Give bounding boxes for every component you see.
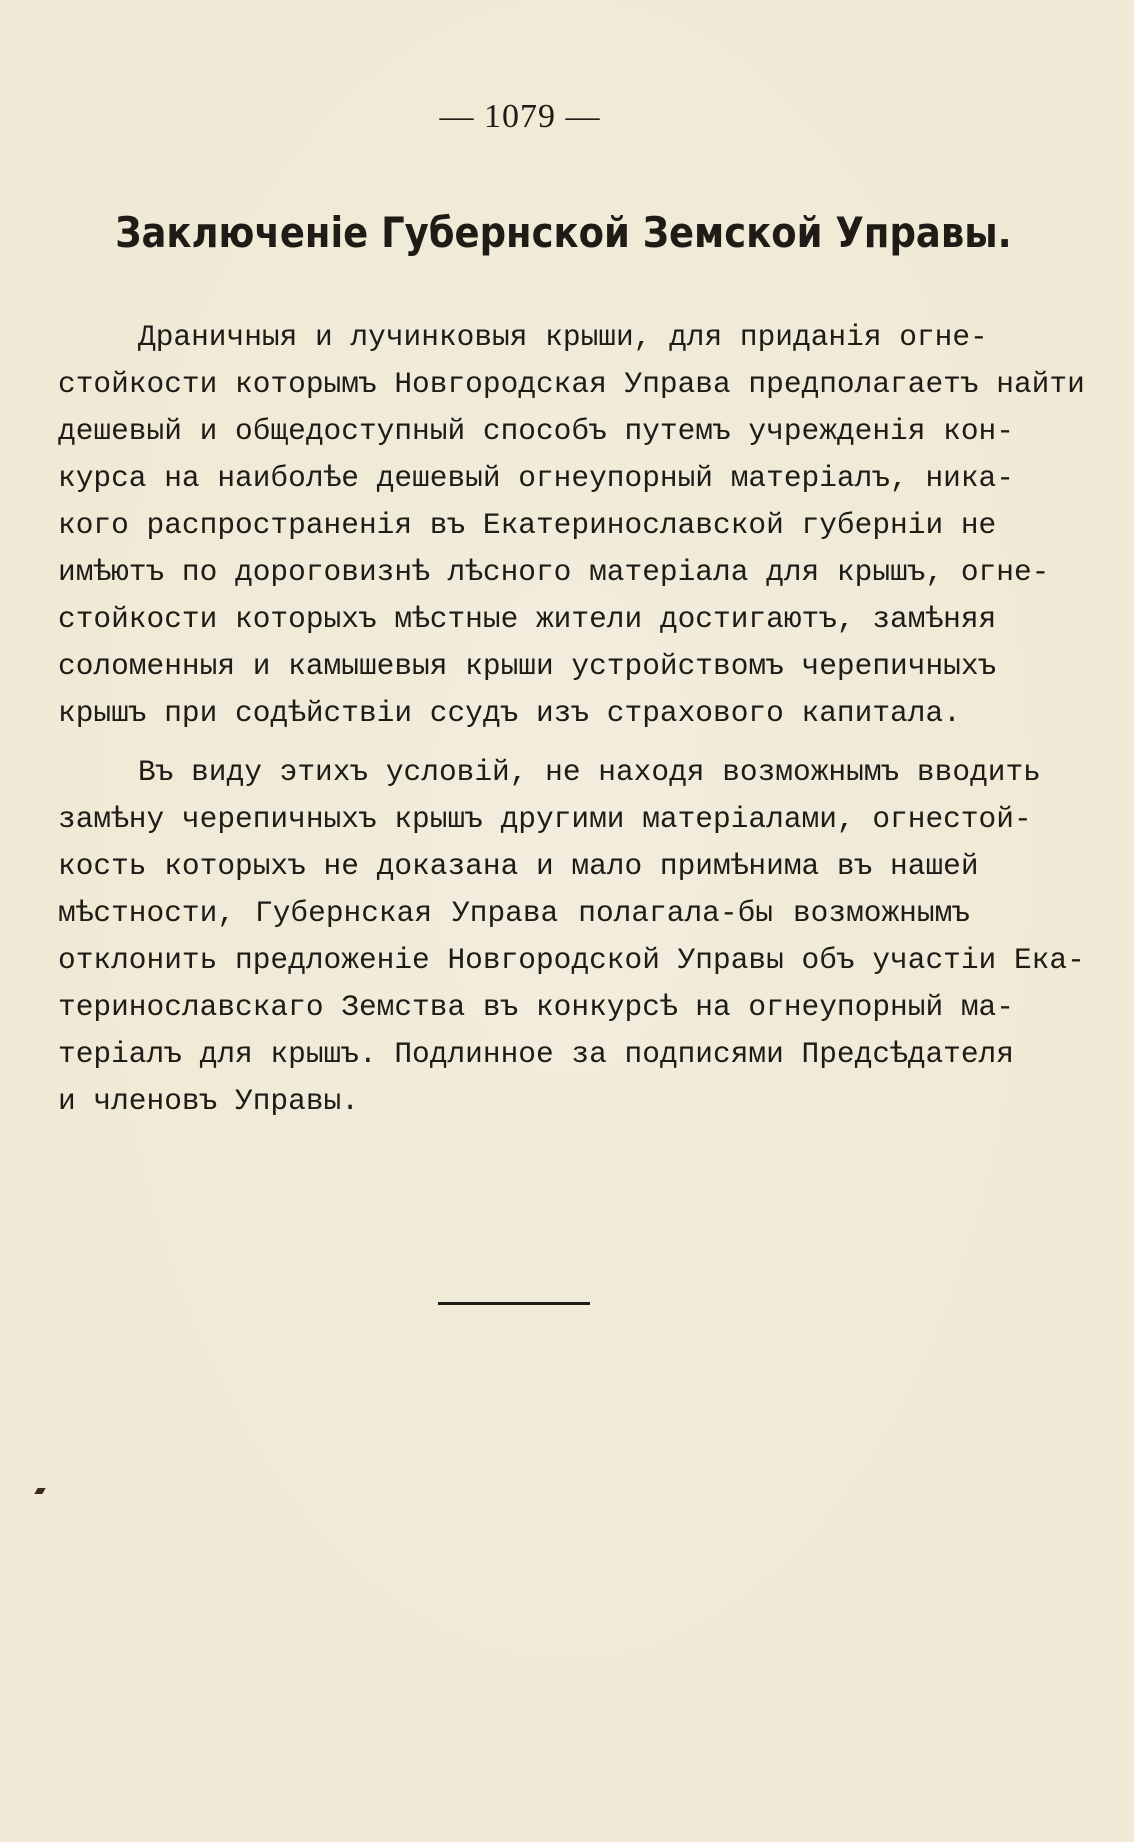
text-line: теріалъ для крышъ. Подлинное за подписями Предсѣдателя <box>58 1037 1014 1071</box>
text-line: теринославскаго Земства въ конкурсѣ на огнеупорный ма- <box>58 990 1014 1024</box>
text-line: кого распространенія въ Екатеринославской губерніи не <box>58 508 997 542</box>
text-line: стойкости которымъ Новгородская Управа предполагаетъ найти <box>58 367 1085 401</box>
text-line: и членовъ Управы. <box>58 1084 359 1118</box>
text-line: отклонить предложеніе Новгородской Управы объ участіи Ека- <box>58 943 1085 977</box>
text-line: кость которыхъ не доказана и мало примѣнима въ нашей <box>58 849 979 883</box>
text-line: замѣну черепичныхъ крышъ другими матеріалами, огнестой- <box>58 802 1032 836</box>
text-line: дешевый и общедоступный способъ путемъ учрежденія кон- <box>58 414 1014 448</box>
text-line: стойкости которыхъ мѣстные жители достигаютъ, замѣняя <box>58 602 997 636</box>
section-divider <box>438 1302 590 1305</box>
paragraph-2 <box>58 749 1085 1125</box>
ink-mark <box>34 1488 45 1494</box>
body-text <box>58 314 1085 1137</box>
text-line: курса на наиболѣе дешевый огнеупорный матеріалъ, ника- <box>58 461 1014 495</box>
page-number: — 1079 — <box>439 98 601 135</box>
text-line: мѣстности, Губернская Управа полагала-бы возможнымъ <box>58 896 970 930</box>
paragraph-1 <box>58 314 1085 737</box>
text-line: Въ виду этихъ условій, не находя возможнымъ вводить <box>138 755 1041 789</box>
text-line: Драничныя и лучинковыя крыши, для приданія огне- <box>138 320 988 354</box>
text-line: соломенныя и камышевыя крыши устройствомъ черепичныхъ <box>58 649 997 683</box>
text-line: имѣютъ по дороговизнѣ лѣсного матеріала для крышъ, огне- <box>58 555 1050 589</box>
section-heading: Заключеніе Губернской Земской Управы. <box>115 208 1012 257</box>
text-line: крышъ при содѣйствіи ссудъ изъ страхового капитала. <box>58 696 961 730</box>
